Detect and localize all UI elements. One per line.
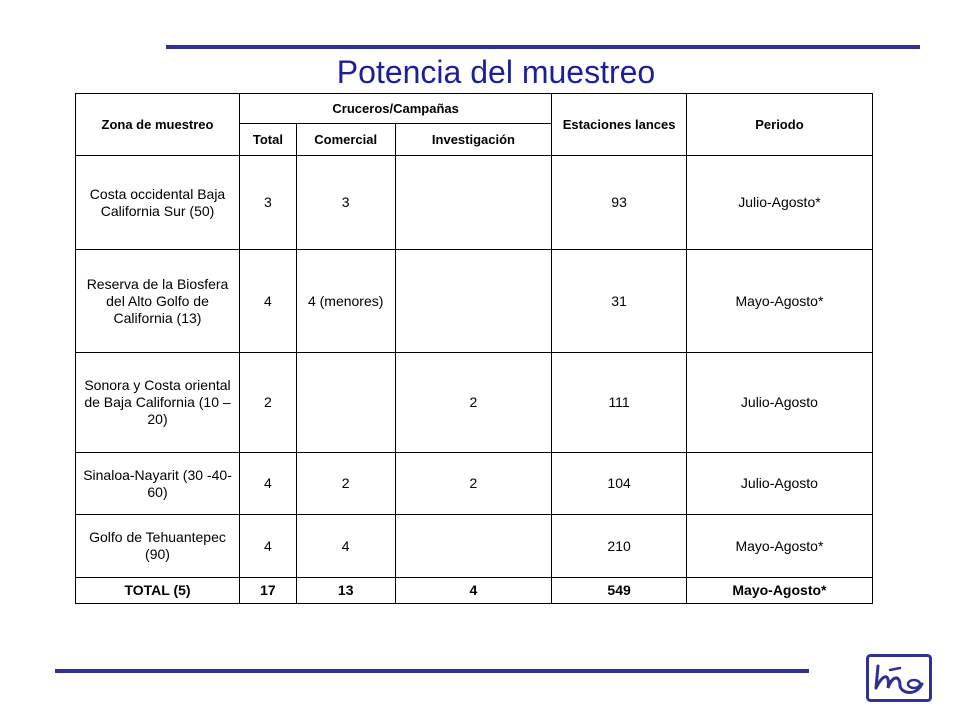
cell-zona: Sinaloa-Nayarit (30 -40- 60) [76, 453, 240, 515]
header-zona: Zona de muestreo [76, 94, 240, 156]
total-row [76, 578, 873, 604]
table-row [76, 453, 873, 515]
header-cruceros: Cruceros/Campañas [240, 94, 552, 124]
sampling-table [75, 93, 873, 604]
cell-comercial: 3 [296, 156, 395, 250]
cell-periodo: Julio-Agosto* [686, 156, 872, 250]
bottom-divider [55, 669, 809, 673]
cell-total: 4 [240, 250, 297, 353]
table-row [76, 250, 873, 353]
cell-total: 2 [240, 353, 297, 453]
cell-investigacion [395, 250, 552, 353]
cell-total: 4 [240, 453, 297, 515]
header-investigacion: Investigación [395, 124, 552, 156]
cell-investigacion: 4 [395, 578, 552, 604]
cell-investigacion: 2 [395, 353, 552, 453]
header-total: Total [240, 124, 297, 156]
table-row [76, 353, 873, 453]
cell-estaciones: 549 [552, 578, 687, 604]
header-comercial: Comercial [296, 124, 395, 156]
cell-total: 4 [240, 515, 297, 578]
cell-periodo: Mayo-Agosto* [686, 250, 872, 353]
cell-comercial: 2 [296, 453, 395, 515]
cell-periodo: Julio-Agosto [686, 453, 872, 515]
cell-comercial [296, 353, 395, 453]
header-periodo: Periodo [686, 94, 872, 156]
cell-periodo: Mayo-Agosto* [686, 578, 872, 604]
cell-investigacion [395, 515, 552, 578]
header-estaciones: Estaciones lances [552, 94, 687, 156]
cell-zona: Sonora y Costa oriental de Baja California (10 – 20) [76, 353, 240, 453]
institution-logo-icon [866, 654, 932, 702]
cell-estaciones: 111 [552, 353, 687, 453]
page-title: Potencia del muestreo [336, 54, 656, 90]
cell-periodo: Julio-Agosto [686, 353, 872, 453]
table-row [76, 156, 873, 250]
cell-zona: Golfo de Tehuantepec (90) [76, 515, 240, 578]
top-divider [166, 45, 920, 49]
cell-investigacion [395, 156, 552, 250]
cell-comercial: 13 [296, 578, 395, 604]
cell-estaciones: 93 [552, 156, 687, 250]
cell-comercial: 4 (menores) [296, 250, 395, 353]
table-row [76, 515, 873, 578]
cell-zona: Costa occidental Baja California Sur (50) [76, 156, 240, 250]
cell-investigacion: 2 [395, 453, 552, 515]
cell-total: 3 [240, 156, 297, 250]
cell-comercial: 4 [296, 515, 395, 578]
cell-total: 17 [240, 578, 297, 604]
cell-zona: Reserva de la Biosfera del Alto Golfo de California (13) [76, 250, 240, 353]
cell-periodo: Mayo-Agosto* [686, 515, 872, 578]
cell-estaciones: 210 [552, 515, 687, 578]
cell-estaciones: 31 [552, 250, 687, 353]
cell-zona: TOTAL (5) [76, 578, 240, 604]
cell-estaciones: 104 [552, 453, 687, 515]
